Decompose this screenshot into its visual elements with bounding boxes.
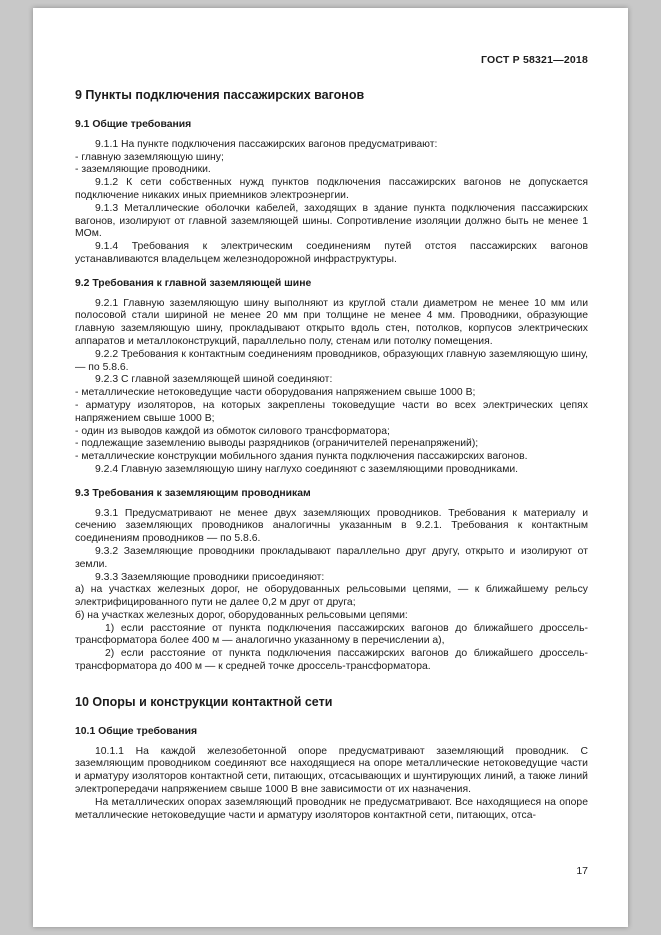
paragraph: 9.1.3 Металлические оболочки кабелей, заходящих в здание пункта подключения пассажирских вагонов, изолируют от главной заземляющей шины. Сопротивление изоляции должно быть не менее 1 МОм. (75, 202, 588, 240)
paragraph: На металлических опорах заземляющий проводник не предусматривают. Все находящиеся на опоре металлические нетоковедущие части и арматуру изоляторов контактной сети, питающих, отса- (75, 796, 588, 821)
section-heading: 9.2 Требования к главной заземляющей шине (75, 277, 312, 289)
list-item: - металлические нетоковедущие части оборудования напряжением свыше 1000 В; (75, 387, 476, 399)
list-item: б) на участках железных дорог, оборудованных рельсовыми цепями: (75, 609, 408, 621)
list-item: а) на участках железных дорог, не оборудованных рельсовыми цепями, — к ближайшему рельсу электрифицированного пути не далее 0,2 м друг от друга; (75, 584, 588, 609)
document-number: ГОСТ Р 58321—2018 (480, 54, 588, 66)
list-item: - арматуру изоляторов, на которых закреплены токоведущие части во всех электрических цепях напряжением свыше 1000 В; (75, 399, 588, 424)
paragraph: 10.1.1 На каждой железобетонной опоре предусматривают заземляющий проводник. С заземляющим проводником соединяют все находящиеся на опоре металлические нетоковедущие части и арматуру изоляторов контактной сети, питающих, отсасывающих и шунтирующих линий, а также линий электропередачи напряжением свыше 1000 В вне зависимости от их назначения. (75, 745, 588, 796)
list-item: - заземляющие проводники. (75, 164, 211, 176)
chapter-heading: 10 Опоры и конструкции контактной сети (75, 694, 333, 709)
numbered-item: 1) если расстояние от пункта подключения пассажирских вагонов до ближайшего дроссель-трансформатора более 400 м — аналогично указанному в перечислении а), (75, 622, 588, 647)
chapter-heading: 9 Пункты подключения пассажирских вагонов (75, 88, 365, 102)
section-heading: 9.1 Общие требования (75, 119, 192, 130)
paragraph: 9.3.2 Заземляющие проводники прокладывают параллельно друг другу, открыто и изолируют от земли. (75, 545, 588, 570)
list-item: - подлежащие заземлению выводы разрядников (ограничителей перенапряжений); (75, 438, 479, 450)
list-item: - главную заземляющую шину; (75, 151, 224, 163)
paragraph: 9.2.2 Требования к контактным соединениям проводников, образующих главную заземляющую шину, — по 5.8.6. (75, 348, 588, 373)
paragraph: 9.1.2 К сети собственных нужд пунктов подключения пассажирских вагонов не допускается подключение никаких иных приемников электроэнергии. (75, 177, 588, 201)
paragraph: 9.3.3 Заземляющие проводники присоединяют: (95, 571, 325, 583)
paragraph: 9.2.4 Главную заземляющую шину наглухо соединяют с заземляющими проводниками. (95, 463, 519, 475)
document-body (75, 87, 588, 822)
paragraph: 9.1.1 На пункте подключения пассажирских вагонов предусматривают: (95, 138, 438, 150)
numbered-item: 2) если расстояние от пункта подключения пассажирских вагонов до ближайшего дроссель-трансформатора до 400 м — к средней точке дроссель-трансформатора. (75, 648, 588, 673)
paragraph: 9.1.4 Требования к электрическим соединениям путей отстоя пассажирских вагонов устанавливаются владельцем железнодорожной инфраструктуры. (75, 241, 588, 265)
section-heading: 9.3 Требования к заземляющим проводникам (75, 487, 311, 499)
section-heading: 10.1 Общие требования (75, 725, 198, 737)
list-item: - металлические конструкции мобильного здания пункта подключения пассажирских вагонов. (75, 451, 528, 463)
paragraph: 9.2.1 Главную заземляющую шину выполняют из круглой стали диаметром не менее 10 мм или полосовой стали шириной не менее 20 мм при толщине не менее 4 мм. Проводники, образующие главную заземляющую шину, прокладывают открыто вдоль стен, потолков, корпусов электрических аппаратов и металлоконструкций, параллельно полу, стенам или потолку помещения. (75, 297, 588, 347)
paragraph: 9.3.1 Предусматривают не менее двух заземляющих проводников. Требования к материалу и сечению заземляющих проводников аналогичны указанным в 9.2.1. Требования к контактным соединениям проводников — по 5.8.6. (75, 507, 588, 545)
paragraph: 9.2.3 С главной заземляющей шиной соединяют: (95, 374, 333, 386)
list-item: - один из выводов каждой из обмоток силового трансформатора; (75, 425, 390, 437)
page-number: 17 (576, 865, 588, 877)
document-page (33, 8, 628, 927)
